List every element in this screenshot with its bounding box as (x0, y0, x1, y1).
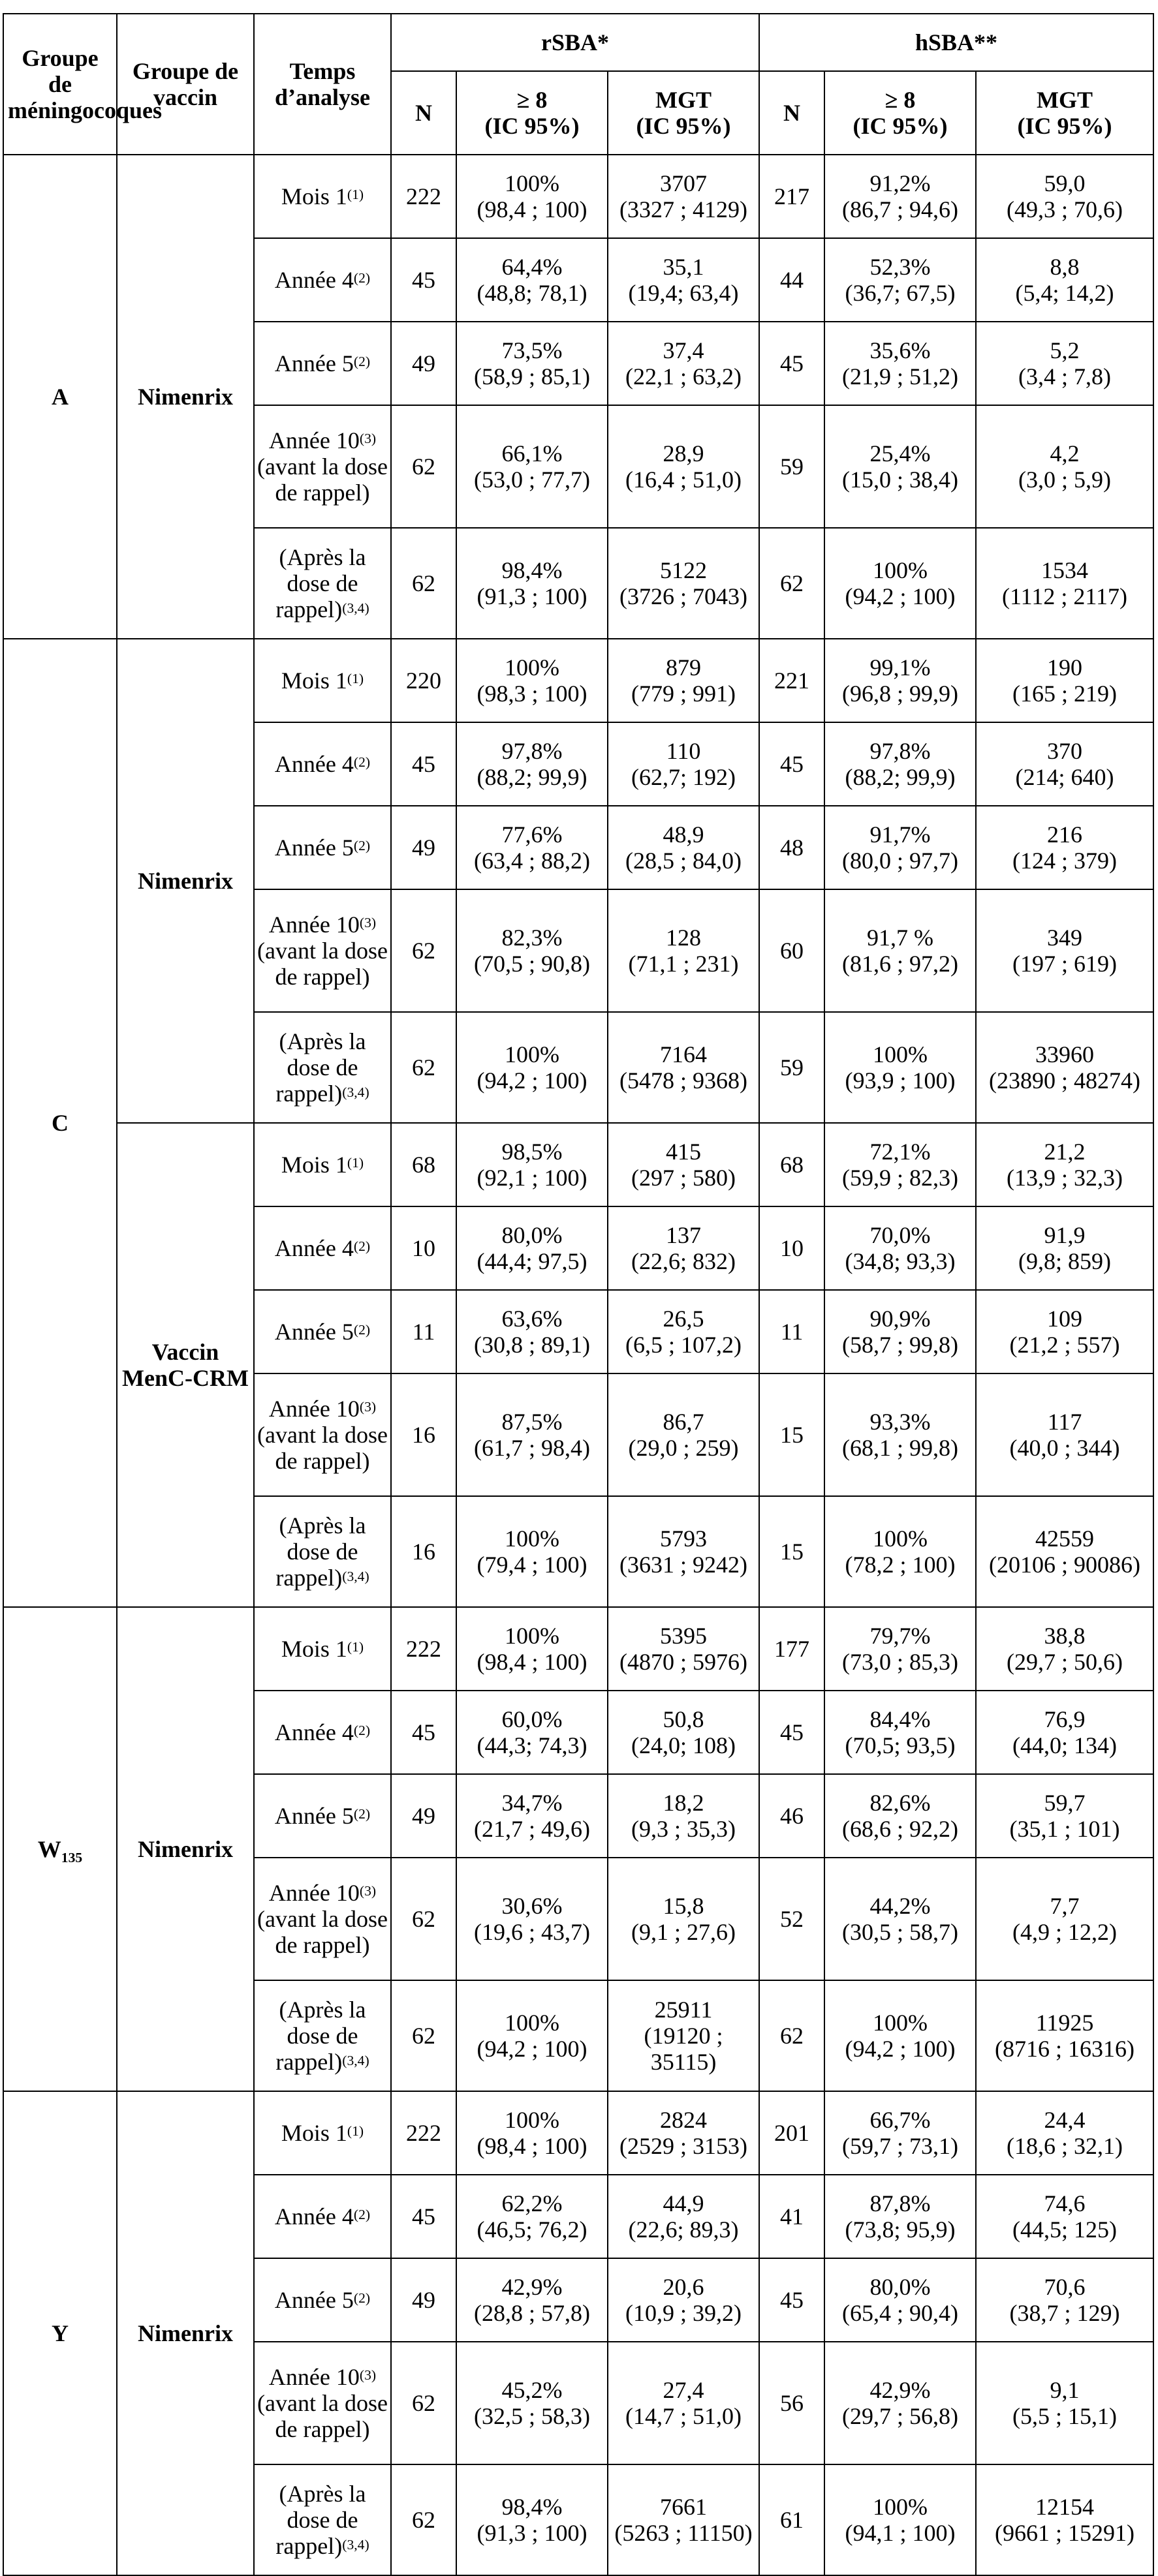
n-rsba-cell: 62 (391, 2342, 456, 2464)
n-hsba-cell: 41 (759, 2175, 824, 2258)
ge8-rsba-cell: 100% (98,4 ; 100) (456, 2091, 608, 2175)
time-cell: Mois 1$^{(1)}$ (254, 639, 391, 722)
ge8-rsba-cell: 98,4% (91,3 ; 100) (456, 528, 608, 639)
mgt-hsba-cell: 190 (165 ; 219) (976, 639, 1153, 722)
mgt-hsba-cell: 8,8 (5,4; 14,2) (976, 238, 1153, 322)
n-hsba-cell: 177 (759, 1607, 824, 1691)
header-ge8-rsba: ≥ 8 (IC 95%) (456, 71, 608, 155)
mgt-hsba-cell: 21,2 (13,9 ; 32,3) (976, 1123, 1153, 1206)
ge8-rsba-cell: 30,6% (19,6 ; 43,7) (456, 1858, 608, 1980)
mgt-hsba-cell: 117 (40,0 ; 344) (976, 1373, 1153, 1496)
n-rsba-cell: 222 (391, 2091, 456, 2175)
n-rsba-cell: 49 (391, 322, 456, 405)
time-cell: (Après la dose de rappel)$^{(3,4)}$ (254, 528, 391, 639)
group-cell: C (3, 639, 117, 1607)
n-rsba-cell: 222 (391, 155, 456, 238)
n-hsba-cell: 45 (759, 722, 824, 806)
mgt-hsba-cell: 109 (21,2 ; 557) (976, 1290, 1153, 1373)
mgt-hsba-cell: 38,8 (29,7 ; 50,6) (976, 1607, 1153, 1691)
mgt-rsba-cell: 5793 (3631 ; 9242) (608, 1496, 759, 1607)
n-hsba-cell: 62 (759, 528, 824, 639)
n-rsba-cell: 62 (391, 1012, 456, 1123)
time-cell: Année 10$^{(3)}$ (avant la dose de rappel) (254, 1858, 391, 1980)
n-rsba-cell: 45 (391, 238, 456, 322)
header-time: Temps d’analyse (254, 14, 391, 155)
ge8-hsba-cell: 100% (93,9 ; 100) (824, 1012, 976, 1123)
time-cell: (Après la dose de rappel)$^{(3,4)}$ (254, 1980, 391, 2091)
time-cell: Année 10$^{(3)}$ (avant la dose de rappel) (254, 2342, 391, 2464)
group-cell: A (3, 155, 117, 639)
ge8-rsba-cell: 62,2% (46,5; 76,2) (456, 2175, 608, 2258)
ge8-rsba-cell: 45,2% (32,5 ; 58,3) (456, 2342, 608, 2464)
time-cell: Année 5$^{(2)}$ (254, 322, 391, 405)
ge8-rsba-cell: 60,0% (44,3; 74,3) (456, 1691, 608, 1774)
time-cell: Mois 1$^{(1)}$ (254, 1607, 391, 1691)
mgt-hsba-cell: 33960 (23890 ; 48274) (976, 1012, 1153, 1123)
ge8-hsba-cell: 93,3% (68,1 ; 99,8) (824, 1373, 976, 1496)
n-rsba-cell: 62 (391, 889, 456, 1012)
n-hsba-cell: 59 (759, 405, 824, 528)
n-hsba-cell: 62 (759, 1980, 824, 2091)
n-rsba-cell: 62 (391, 1980, 456, 2091)
mgt-rsba-cell: 50,8 (24,0; 108) (608, 1691, 759, 1774)
time-cell: Mois 1$^{(1)}$ (254, 2091, 391, 2175)
ge8-rsba-cell: 64,4% (48,8; 78,1) (456, 238, 608, 322)
ge8-hsba-cell: 91,7 % (81,6 ; 97,2) (824, 889, 976, 1012)
mgt-rsba-cell: 5395 (4870 ; 5976) (608, 1607, 759, 1691)
header-mgt-rsba: MGT (IC 95%) (608, 71, 759, 155)
group-cell: $W_{135}$ (3, 1607, 117, 2091)
header-hsba: hSBA** (759, 14, 1153, 71)
n-hsba-cell: 61 (759, 2464, 824, 2575)
ge8-rsba-cell: 82,3% (70,5 ; 90,8) (456, 889, 608, 1012)
mgt-rsba-cell: 26,5 (6,5 ; 107,2) (608, 1290, 759, 1373)
time-cell: (Après la dose de rappel)$^{(3,4)}$ (254, 2464, 391, 2575)
ge8-hsba-cell: 80,0% (65,4 ; 90,4) (824, 2258, 976, 2342)
ge8-rsba-cell: 73,5% (58,9 ; 85,1) (456, 322, 608, 405)
mgt-rsba-cell: 18,2 (9,3 ; 35,3) (608, 1774, 759, 1858)
n-hsba-cell: 11 (759, 1290, 824, 1373)
ge8-hsba-cell: 100% (94,2 ; 100) (824, 1980, 976, 2091)
ge8-rsba-cell: 100% (79,4 ; 100) (456, 1496, 608, 1607)
mgt-rsba-cell: 137 (22,6; 832) (608, 1206, 759, 1290)
time-cell: Année 10$^{(3)}$ (avant la dose de rappel) (254, 1373, 391, 1496)
time-cell: Année 4$^{(2)}$ (254, 238, 391, 322)
ge8-hsba-cell: 100% (94,2 ; 100) (824, 528, 976, 639)
ge8-rsba-cell: 80,0% (44,4; 97,5) (456, 1206, 608, 1290)
ge8-hsba-cell: 79,7% (73,0 ; 85,3) (824, 1607, 976, 1691)
n-rsba-cell: 220 (391, 639, 456, 722)
time-cell: Année 10$^{(3)}$ (avant la dose de rappel) (254, 405, 391, 528)
mgt-hsba-cell: 7,7 (4,9 ; 12,2) (976, 1858, 1153, 1980)
time-cell: Année 4$^{(2)}$ (254, 722, 391, 806)
time-cell: Année 5$^{(2)}$ (254, 1290, 391, 1373)
n-rsba-cell: 11 (391, 1290, 456, 1373)
mgt-hsba-cell: 4,2 (3,0 ; 5,9) (976, 405, 1153, 528)
mgt-rsba-cell: 25911 (19120 ; 35115) (608, 1980, 759, 2091)
ge8-hsba-cell: 35,6% (21,9 ; 51,2) (824, 322, 976, 405)
n-rsba-cell: 49 (391, 806, 456, 889)
n-hsba-cell: 10 (759, 1206, 824, 1290)
table-row (3, 1607, 1153, 1691)
header-ge8-hsba: ≥ 8 (IC 95%) (824, 71, 976, 155)
n-rsba-cell: 62 (391, 528, 456, 639)
table-row (3, 155, 1153, 238)
ge8-rsba-cell: 100% (94,2 ; 100) (456, 1012, 608, 1123)
n-rsba-cell: 68 (391, 1123, 456, 1206)
n-rsba-cell: 16 (391, 1496, 456, 1607)
mgt-rsba-cell: 5122 (3726 ; 7043) (608, 528, 759, 639)
mgt-hsba-cell: 11925 (8716 ; 16316) (976, 1980, 1153, 2091)
mgt-rsba-cell: 128 (71,1 ; 231) (608, 889, 759, 1012)
mgt-rsba-cell: 7164 (5478 ; 9368) (608, 1012, 759, 1123)
n-hsba-cell: 68 (759, 1123, 824, 1206)
mgt-rsba-cell: 48,9 (28,5 ; 84,0) (608, 806, 759, 889)
ge8-rsba-cell: 66,1% (53,0 ; 77,7) (456, 405, 608, 528)
n-hsba-cell: 56 (759, 2342, 824, 2464)
n-hsba-cell: 45 (759, 322, 824, 405)
mgt-rsba-cell: 86,7 (29,0 ; 259) (608, 1373, 759, 1496)
header-n-rsba: N (391, 71, 456, 155)
ge8-rsba-cell: 100% (94,2 ; 100) (456, 1980, 608, 2091)
ge8-hsba-cell: 70,0% (34,8; 93,3) (824, 1206, 976, 1290)
n-hsba-cell: 48 (759, 806, 824, 889)
mgt-hsba-cell: 42559 (20106 ; 90086) (976, 1496, 1153, 1607)
mgt-hsba-cell: 59,7 (35,1 ; 101) (976, 1774, 1153, 1858)
mgt-hsba-cell: 9,1 (5,5 ; 15,1) (976, 2342, 1153, 2464)
ge8-hsba-cell: 91,2% (86,7 ; 94,6) (824, 155, 976, 238)
n-rsba-cell: 62 (391, 1858, 456, 1980)
time-cell: Année 4$^{(2)}$ (254, 1206, 391, 1290)
time-cell: Année 4$^{(2)}$ (254, 1691, 391, 1774)
time-cell: (Après la dose de rappel)$^{(3,4)}$ (254, 1496, 391, 1607)
mgt-rsba-cell: 3707 (3327 ; 4129) (608, 155, 759, 238)
n-rsba-cell: 16 (391, 1373, 456, 1496)
vaccine-cell: Nimenrix (117, 1607, 254, 2091)
header-vaccine: Groupe de vaccin (117, 14, 254, 155)
mgt-hsba-cell: 76,9 (44,0; 134) (976, 1691, 1153, 1774)
n-hsba-cell: 45 (759, 1691, 824, 1774)
mgt-hsba-cell: 349 (197 ; 619) (976, 889, 1153, 1012)
mgt-rsba-cell: 27,4 (14,7 ; 51,0) (608, 2342, 759, 2464)
time-cell: (Après la dose de rappel)$^{(3,4)}$ (254, 1012, 391, 1123)
n-hsba-cell: 15 (759, 1373, 824, 1496)
n-hsba-cell: 45 (759, 2258, 824, 2342)
n-hsba-cell: 15 (759, 1496, 824, 1607)
mgt-hsba-cell: 5,2 (3,4 ; 7,8) (976, 322, 1153, 405)
ge8-rsba-cell: 100% (98,4 ; 100) (456, 1607, 608, 1691)
n-hsba-cell: 59 (759, 1012, 824, 1123)
header-n-hsba: N (759, 71, 824, 155)
ge8-hsba-cell: 99,1% (96,8 ; 99,9) (824, 639, 976, 722)
time-cell: Mois 1$^{(1)}$ (254, 1123, 391, 1206)
time-cell: Année 5$^{(2)}$ (254, 806, 391, 889)
mgt-rsba-cell: 110 (62,7; 192) (608, 722, 759, 806)
ge8-hsba-cell: 52,3% (36,7; 67,5) (824, 238, 976, 322)
ge8-hsba-cell: 42,9% (29,7 ; 56,8) (824, 2342, 976, 2464)
ge8-rsba-cell: 77,6% (63,4 ; 88,2) (456, 806, 608, 889)
ge8-hsba-cell: 82,6% (68,6 ; 92,2) (824, 1774, 976, 1858)
mgt-hsba-cell: 1534 (1112 ; 2117) (976, 528, 1153, 639)
header-group: Groupe de méningocoques (3, 14, 117, 155)
mgt-hsba-cell: 70,6 (38,7 ; 129) (976, 2258, 1153, 2342)
vaccine-cell: Vaccin MenC-CRM (117, 1123, 254, 1607)
table-body (3, 155, 1153, 2575)
ge8-hsba-cell: 87,8% (73,8; 95,9) (824, 2175, 976, 2258)
ge8-rsba-cell: 100% (98,3 ; 100) (456, 639, 608, 722)
ge8-hsba-cell: 44,2% (30,5 ; 58,7) (824, 1858, 976, 1980)
ge8-hsba-cell: 66,7% (59,7 ; 73,1) (824, 2091, 976, 2175)
ge8-rsba-cell: 100% (98,4 ; 100) (456, 155, 608, 238)
time-cell: Année 4$^{(2)}$ (254, 2175, 391, 2258)
group-cell: Y (3, 2091, 117, 2575)
mgt-rsba-cell: 28,9 (16,4 ; 51,0) (608, 405, 759, 528)
n-rsba-cell: 62 (391, 2464, 456, 2575)
header-mgt-hsba: MGT (IC 95%) (976, 71, 1153, 155)
mgt-hsba-cell: 74,6 (44,5; 125) (976, 2175, 1153, 2258)
ge8-rsba-cell: 87,5% (61,7 ; 98,4) (456, 1373, 608, 1496)
ge8-rsba-cell: 97,8% (88,2; 99,9) (456, 722, 608, 806)
n-hsba-cell: 201 (759, 2091, 824, 2175)
mgt-hsba-cell: 59,0 (49,3 ; 70,6) (976, 155, 1153, 238)
n-rsba-cell: 45 (391, 2175, 456, 2258)
n-hsba-cell: 221 (759, 639, 824, 722)
n-hsba-cell: 52 (759, 1858, 824, 1980)
ge8-hsba-cell: 84,4% (70,5; 93,5) (824, 1691, 976, 1774)
mgt-hsba-cell: 216 (124 ; 379) (976, 806, 1153, 889)
mgt-rsba-cell: 2824 (2529 ; 3153) (608, 2091, 759, 2175)
n-hsba-cell: 44 (759, 238, 824, 322)
mgt-rsba-cell: 15,8 (9,1 ; 27,6) (608, 1858, 759, 1980)
mgt-rsba-cell: 7661 (5263 ; 11150) (608, 2464, 759, 2575)
mgt-rsba-cell: 415 (297 ; 580) (608, 1123, 759, 1206)
time-cell: Année 5$^{(2)}$ (254, 2258, 391, 2342)
mgt-rsba-cell: 879 (779 ; 991) (608, 639, 759, 722)
ge8-rsba-cell: 63,6% (30,8 ; 89,1) (456, 1290, 608, 1373)
n-hsba-cell: 60 (759, 889, 824, 1012)
n-rsba-cell: 49 (391, 2258, 456, 2342)
ge8-hsba-cell: 100% (94,1 ; 100) (824, 2464, 976, 2575)
ge8-rsba-cell: 42,9% (28,8 ; 57,8) (456, 2258, 608, 2342)
n-rsba-cell: 45 (391, 1691, 456, 1774)
mgt-rsba-cell: 44,9 (22,6; 89,3) (608, 2175, 759, 2258)
ge8-hsba-cell: 100% (78,2 ; 100) (824, 1496, 976, 1607)
ge8-rsba-cell: 98,4% (91,3 ; 100) (456, 2464, 608, 2575)
mgt-rsba-cell: 20,6 (10,9 ; 39,2) (608, 2258, 759, 2342)
header-rsba: rSBA* (391, 14, 759, 71)
mgt-rsba-cell: 35,1 (19,4; 63,4) (608, 238, 759, 322)
table-row (3, 1123, 1153, 1206)
n-rsba-cell: 10 (391, 1206, 456, 1290)
vaccine-cell: Nimenrix (117, 2091, 254, 2575)
ge8-hsba-cell: 25,4% (15,0 ; 38,4) (824, 405, 976, 528)
n-hsba-cell: 217 (759, 155, 824, 238)
ge8-rsba-cell: 98,5% (92,1 ; 100) (456, 1123, 608, 1206)
n-rsba-cell: 62 (391, 405, 456, 528)
time-cell: Année 5$^{(2)}$ (254, 1774, 391, 1858)
time-cell: Année 10$^{(3)}$ (avant la dose de rappel) (254, 889, 391, 1012)
n-hsba-cell: 46 (759, 1774, 824, 1858)
vaccine-cell: Nimenrix (117, 639, 254, 1123)
ge8-hsba-cell: 97,8% (88,2; 99,9) (824, 722, 976, 806)
n-rsba-cell: 222 (391, 1607, 456, 1691)
mgt-rsba-cell: 37,4 (22,1 ; 63,2) (608, 322, 759, 405)
results-table (3, 13, 1154, 2576)
time-cell: Mois 1$^{(1)}$ (254, 155, 391, 238)
table-row (3, 2091, 1153, 2175)
mgt-hsba-cell: 370 (214; 640) (976, 722, 1153, 806)
ge8-rsba-cell: 34,7% (21,7 ; 49,6) (456, 1774, 608, 1858)
table-row (3, 639, 1153, 722)
ge8-hsba-cell: 91,7% (80,0 ; 97,7) (824, 806, 976, 889)
vaccine-cell: Nimenrix (117, 155, 254, 639)
n-rsba-cell: 45 (391, 722, 456, 806)
mgt-hsba-cell: 24,4 (18,6 ; 32,1) (976, 2091, 1153, 2175)
ge8-hsba-cell: 90,9% (58,7 ; 99,8) (824, 1290, 976, 1373)
n-rsba-cell: 49 (391, 1774, 456, 1858)
mgt-hsba-cell: 12154 (9661 ; 15291) (976, 2464, 1153, 2575)
ge8-hsba-cell: 72,1% (59,9 ; 82,3) (824, 1123, 976, 1206)
mgt-hsba-cell: 91,9 (9,8; 859) (976, 1206, 1153, 1290)
